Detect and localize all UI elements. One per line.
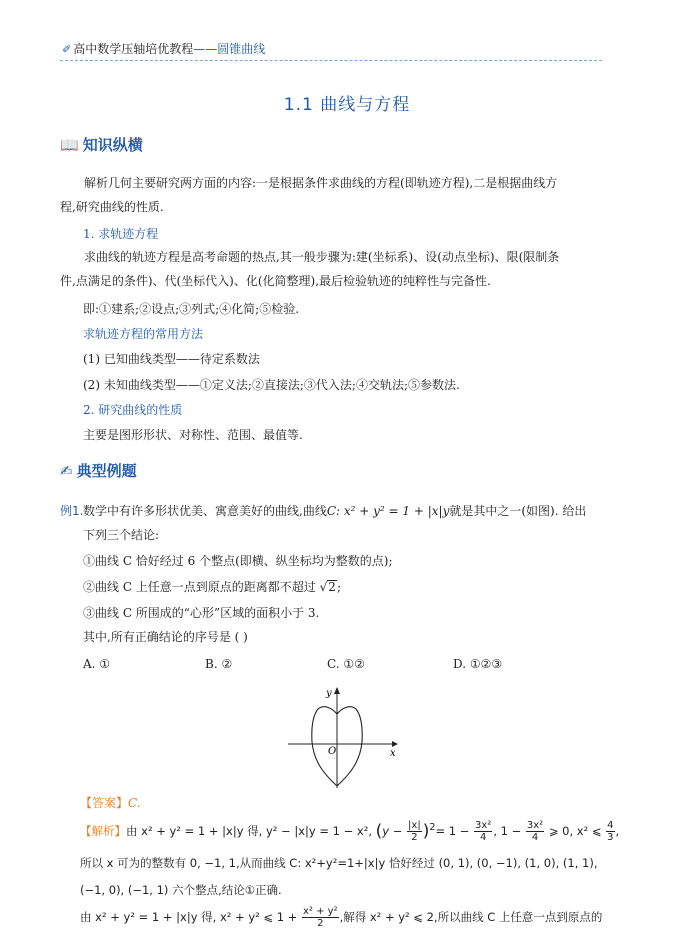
y-axis-arrow bbox=[334, 687, 340, 694]
chapter-title: 1.1 曲线与方程 bbox=[283, 95, 411, 115]
x-axis-arrow bbox=[392, 741, 398, 747]
solution-line-3: (−1, 0), (−1, 1) 六个整点,结论①正确. bbox=[80, 883, 282, 897]
question-line: 其中,所有正确结论的序号是 ( ) bbox=[83, 630, 248, 644]
example-line-1: 数学中有许多形状优美、寓意美好的曲线,曲线C: x² + y² = 1 + |x|y就是其中之一(如图). 给出 bbox=[83, 504, 587, 518]
x-axis-label: x bbox=[390, 748, 396, 759]
steps-line: 即:①建系;②设点;③列式;④化简;⑤检验. bbox=[83, 302, 300, 316]
section-examples-heading bbox=[60, 460, 137, 481]
solution-line-2: 所以 x 可为的整数有 0, −1, 1,从而曲线 C: x²+y²=1+|x|y 恰好经过 (0, 1), (0, −1), (1, 0), (1, 1), bbox=[80, 856, 598, 870]
subsection-2-title: 2. 研究曲线的性质 bbox=[83, 403, 183, 417]
section-knowledge-heading bbox=[60, 134, 143, 155]
answer-label: 【答案】 bbox=[80, 796, 129, 810]
pencil-icon: ✐ bbox=[62, 43, 72, 56]
answer-value: C. bbox=[128, 796, 141, 810]
book-title: 高中数学压轴培优教程 bbox=[73, 42, 194, 56]
option-d: D. ①②③ bbox=[453, 657, 503, 671]
solution-label: 【解析】 bbox=[80, 824, 126, 838]
example-label: 例1. bbox=[60, 504, 84, 518]
example-line-2: 下列三个结论: bbox=[83, 528, 160, 542]
intro-line-1: 解析几何主要研究两方面的内容:一是根据条件求曲线的方程(即轨迹方程),二是根据曲线方 bbox=[84, 176, 558, 190]
conclusion-3: ③曲线 C 所围成的“心形”区域的面积小于 3. bbox=[83, 606, 320, 620]
method-2: (2) 未知曲线类型——①定义法;②直接法;③代入法;④交轨法;⑤参数法. bbox=[83, 378, 460, 392]
option-b: B. ② bbox=[205, 657, 233, 671]
book-subject: ——圆锥曲线 bbox=[193, 42, 266, 56]
heart-curve-figure bbox=[284, 684, 404, 794]
answer-line bbox=[80, 794, 141, 811]
book-icon: 📖 bbox=[60, 136, 79, 154]
subsection-1-line-2: 件,点满足的条件)、代(坐标代入)、化(化简整理),最后检验轨迹的纯粹性与完备性. bbox=[60, 274, 491, 288]
conclusion-1: ①曲线 C 恰好经过 6 个整点(即横、纵坐标均为整数的点); bbox=[83, 554, 393, 568]
y-axis-label: y bbox=[326, 688, 332, 699]
method-1: (1) 已知曲线类型——待定系数法 bbox=[83, 352, 260, 366]
subsection-2-text: 主要是图形形状、对称性、范围、最值等. bbox=[83, 428, 303, 442]
writing-hand-icon: ✍ bbox=[60, 462, 73, 480]
section-title: 知识纵横 bbox=[82, 136, 143, 154]
header-divider bbox=[60, 60, 602, 61]
origin-label: O bbox=[328, 746, 337, 757]
running-header bbox=[62, 40, 265, 57]
subsection-1-title: 1. 求轨迹方程 bbox=[83, 227, 159, 241]
conclusion-2: ②曲线 C 上任意一点到原点的距离都不超过 √2; bbox=[83, 580, 341, 594]
methods-title: 求轨迹方程的常用方法 bbox=[83, 327, 204, 341]
solution-line-4: 由 x² + y² = 1 + |x|y 得, x² + y² ⩽ 1 + $\frac{\text{x² + y²}}{2}$ ,解得 x² + y² ⩽ 2,所以曲线 C 上任意一点到原点的 bbox=[80, 906, 603, 929]
option-a: A. ① bbox=[83, 657, 111, 671]
intro-line-2: 程,研究曲线的性质. bbox=[60, 200, 164, 214]
section-title: 典型例题 bbox=[76, 462, 137, 480]
subsection-1-line-1: 求曲线的轨迹方程是高考命题的热点,其一般步骤为:建(坐标系)、设(动点坐标)、限(限制条 bbox=[84, 250, 560, 264]
solution-line-1: 【解析】由 x² + y² = 1 + |x|y 得, y² − |x|y = 1 − x², (y − $\frac{|x|}{2}$ )$^2$= 1 − $\frac{\text{3x²}}{4}$ , 1 − $\frac{\text{3x²}}{4}$ ⩾ 0, x² ⩽ $\frac{4}{3}$ , bbox=[80, 820, 620, 843]
option-c: C. ①② bbox=[327, 657, 365, 671]
